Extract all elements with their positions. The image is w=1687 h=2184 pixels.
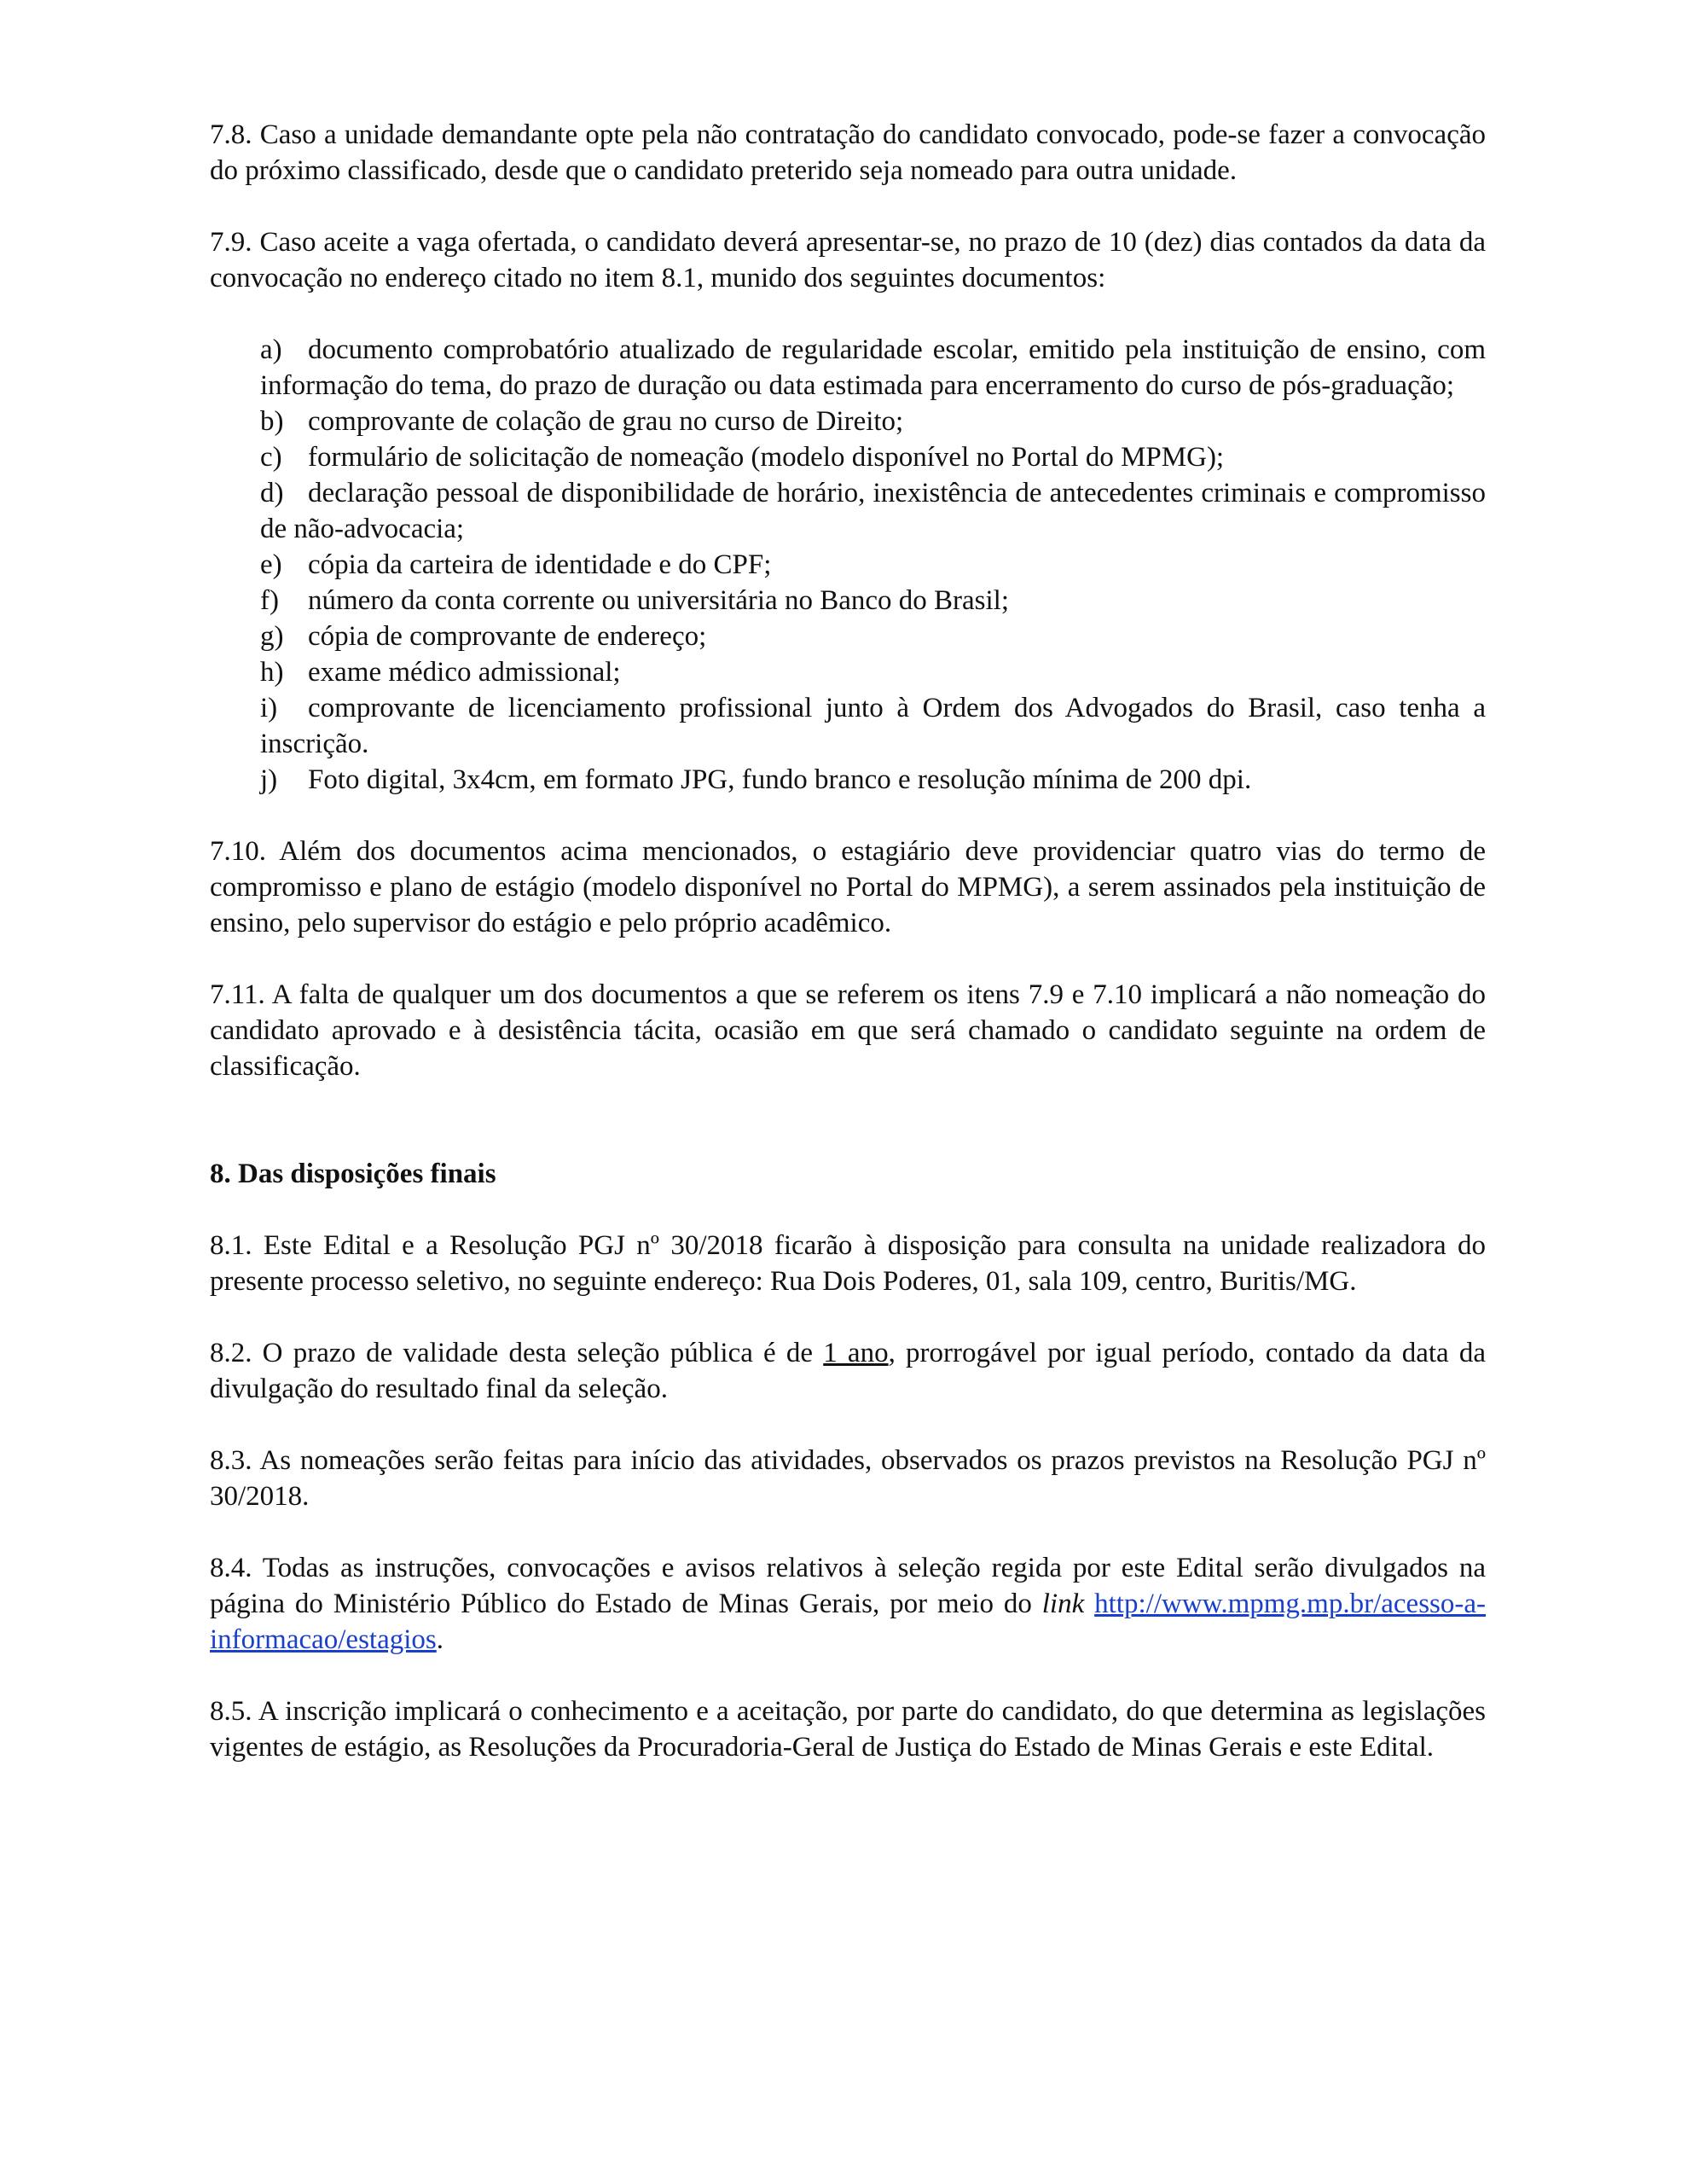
- space: [1084, 1589, 1094, 1619]
- list-item: [260, 439, 1486, 475]
- list-item-text: declaração pessoal de disponibilidade de horário, inexistência de antecedentes criminais e compromisso de não-advocacia;: [260, 478, 1486, 544]
- list-item: [260, 619, 1486, 654]
- list-item-letter: j): [260, 764, 278, 795]
- list-item-text: Foto digital, 3x4cm, em formato JPG, fundo branco e resolução mínima de 200 dpi.: [308, 764, 1252, 795]
- list-item-text: exame médico admissional;: [308, 657, 621, 688]
- documents-list: [210, 332, 1486, 798]
- list-item: [260, 475, 1486, 547]
- list-item: [260, 654, 1486, 690]
- paragraph-7-10: 7.10. Além dos documentos acima mencionados, o estagiário deve providenciar quatro vias do termo de compromisso e plano de estágio (modelo disponível no Portal do MPMG), a serem assinados pela instituição de ensino, pelo supervisor do estágio e pelo próprio acadêmico.: [210, 836, 1486, 938]
- list-item-text: comprovante de licenciamento profissional junto à Ordem dos Advogados do Brasil, caso tenha a inscrição.: [260, 693, 1486, 759]
- list-item: [260, 332, 1486, 404]
- paragraph-8-2-text: 8.2. O prazo de validade desta seleção pública é de: [210, 1338, 824, 1368]
- list-item-text: cópia de comprovante de endereço;: [308, 621, 707, 652]
- document-page: [210, 117, 1486, 1801]
- paragraph-8-3: 8.3. As nomeações serão feitas para início das atividades, observados os prazos previstos na Resolução PGJ nº 30/2018.: [210, 1445, 1486, 1512]
- list-item-text: comprovante de colação de grau no curso de Direito;: [308, 406, 904, 437]
- paragraph-7-9: 7.9. Caso aceite a vaga ofertada, o candidato deverá apresentar-se, no prazo de 10 (dez) dias contados da data da convocação no endereço citado no item 8.1, munido dos seguintes documentos:: [210, 227, 1486, 293]
- paragraph-7-11: 7.11. A falta de qualquer um dos documentos a que se referem os itens 7.9 e 7.10 implicará a não nomeação do candidato aprovado e à desistência tácita, ocasião em que será chamado o candidato seguinte na ordem de classificação.: [210, 979, 1486, 1082]
- list-item-letter: g): [260, 621, 284, 652]
- paragraph-8-4-end: .: [436, 1624, 443, 1655]
- list-item: [260, 547, 1486, 583]
- link-word: link: [1041, 1589, 1085, 1619]
- paragraph-8-1: 8.1. Este Edital e a Resolução PGJ nº 30/2018 ficarão à disposição para consulta na unidade realizadora do presente processo seletivo, no seguinte endereço: Rua Dois Poderes, 01, sala 109, centro, Buritis/MG.: [210, 1230, 1486, 1297]
- list-item-text: cópia da carteira de identidade e do CPF;: [308, 549, 772, 580]
- validity-period: 1 ano: [823, 1338, 889, 1368]
- section-heading: 8. Das disposições finais: [210, 1159, 496, 1189]
- estagios-link[interactable]: http://www.mpmg.mp.br/acesso-a-informacao/estagios: [210, 1589, 1486, 1655]
- paragraph-8-5: 8.5. A inscrição implicará o conhecimento e a aceitação, por parte do candidato, do que determina as legislações vigentes de estágio, as Resoluções da Procuradoria-Geral de Justiça do Estado de Minas Gerais e este Edital.: [210, 1696, 1486, 1763]
- list-item: [260, 583, 1486, 619]
- paragraph-7-8: 7.8. Caso a unidade demandante opte pela não contratação do candidato convocado, pode-se fazer a convocação do próximo classificado, desde que o candidato preterido seja nomeado para outra unidade.: [210, 119, 1486, 186]
- list-item-text: número da conta corrente ou universitária no Banco do Brasil;: [308, 585, 1009, 616]
- list-item-letter: d): [260, 478, 284, 508]
- list-item-letter: h): [260, 657, 284, 688]
- list-item-letter: e): [260, 549, 282, 580]
- list-item: [260, 404, 1486, 439]
- list-item-letter: i): [260, 693, 278, 723]
- paragraph-8-2: [210, 1335, 1486, 1407]
- list-item-letter: c): [260, 442, 282, 473]
- list-item-letter: a): [260, 334, 282, 365]
- list-item: [260, 762, 1486, 798]
- paragraph-8-2-text-end: , prorrogável por igual período, contado da data da divulgação do resultado final da seleção.: [210, 1338, 1486, 1404]
- list-item-letter: b): [260, 406, 284, 437]
- list-item-text: documento comprobatório atualizado de regularidade escolar, emitido pela instituição de ensino, com informação do tema, do prazo de duração ou data estimada para encerramento do curso de pós-graduação;: [260, 334, 1486, 401]
- list-item-text: formulário de solicitação de nomeação (modelo disponível no Portal do MPMG);: [308, 442, 1225, 473]
- paragraph-8-4: [210, 1550, 1486, 1658]
- list-item-letter: f): [260, 585, 279, 616]
- list-item: [260, 690, 1486, 762]
- paragraph-8-4-text: 8.4. Todas as instruções, convocações e avisos relativos à seleção regida por este Edital serão divulgados na página do Ministério Público do Estado de Minas Gerais, por meio do: [210, 1553, 1486, 1619]
